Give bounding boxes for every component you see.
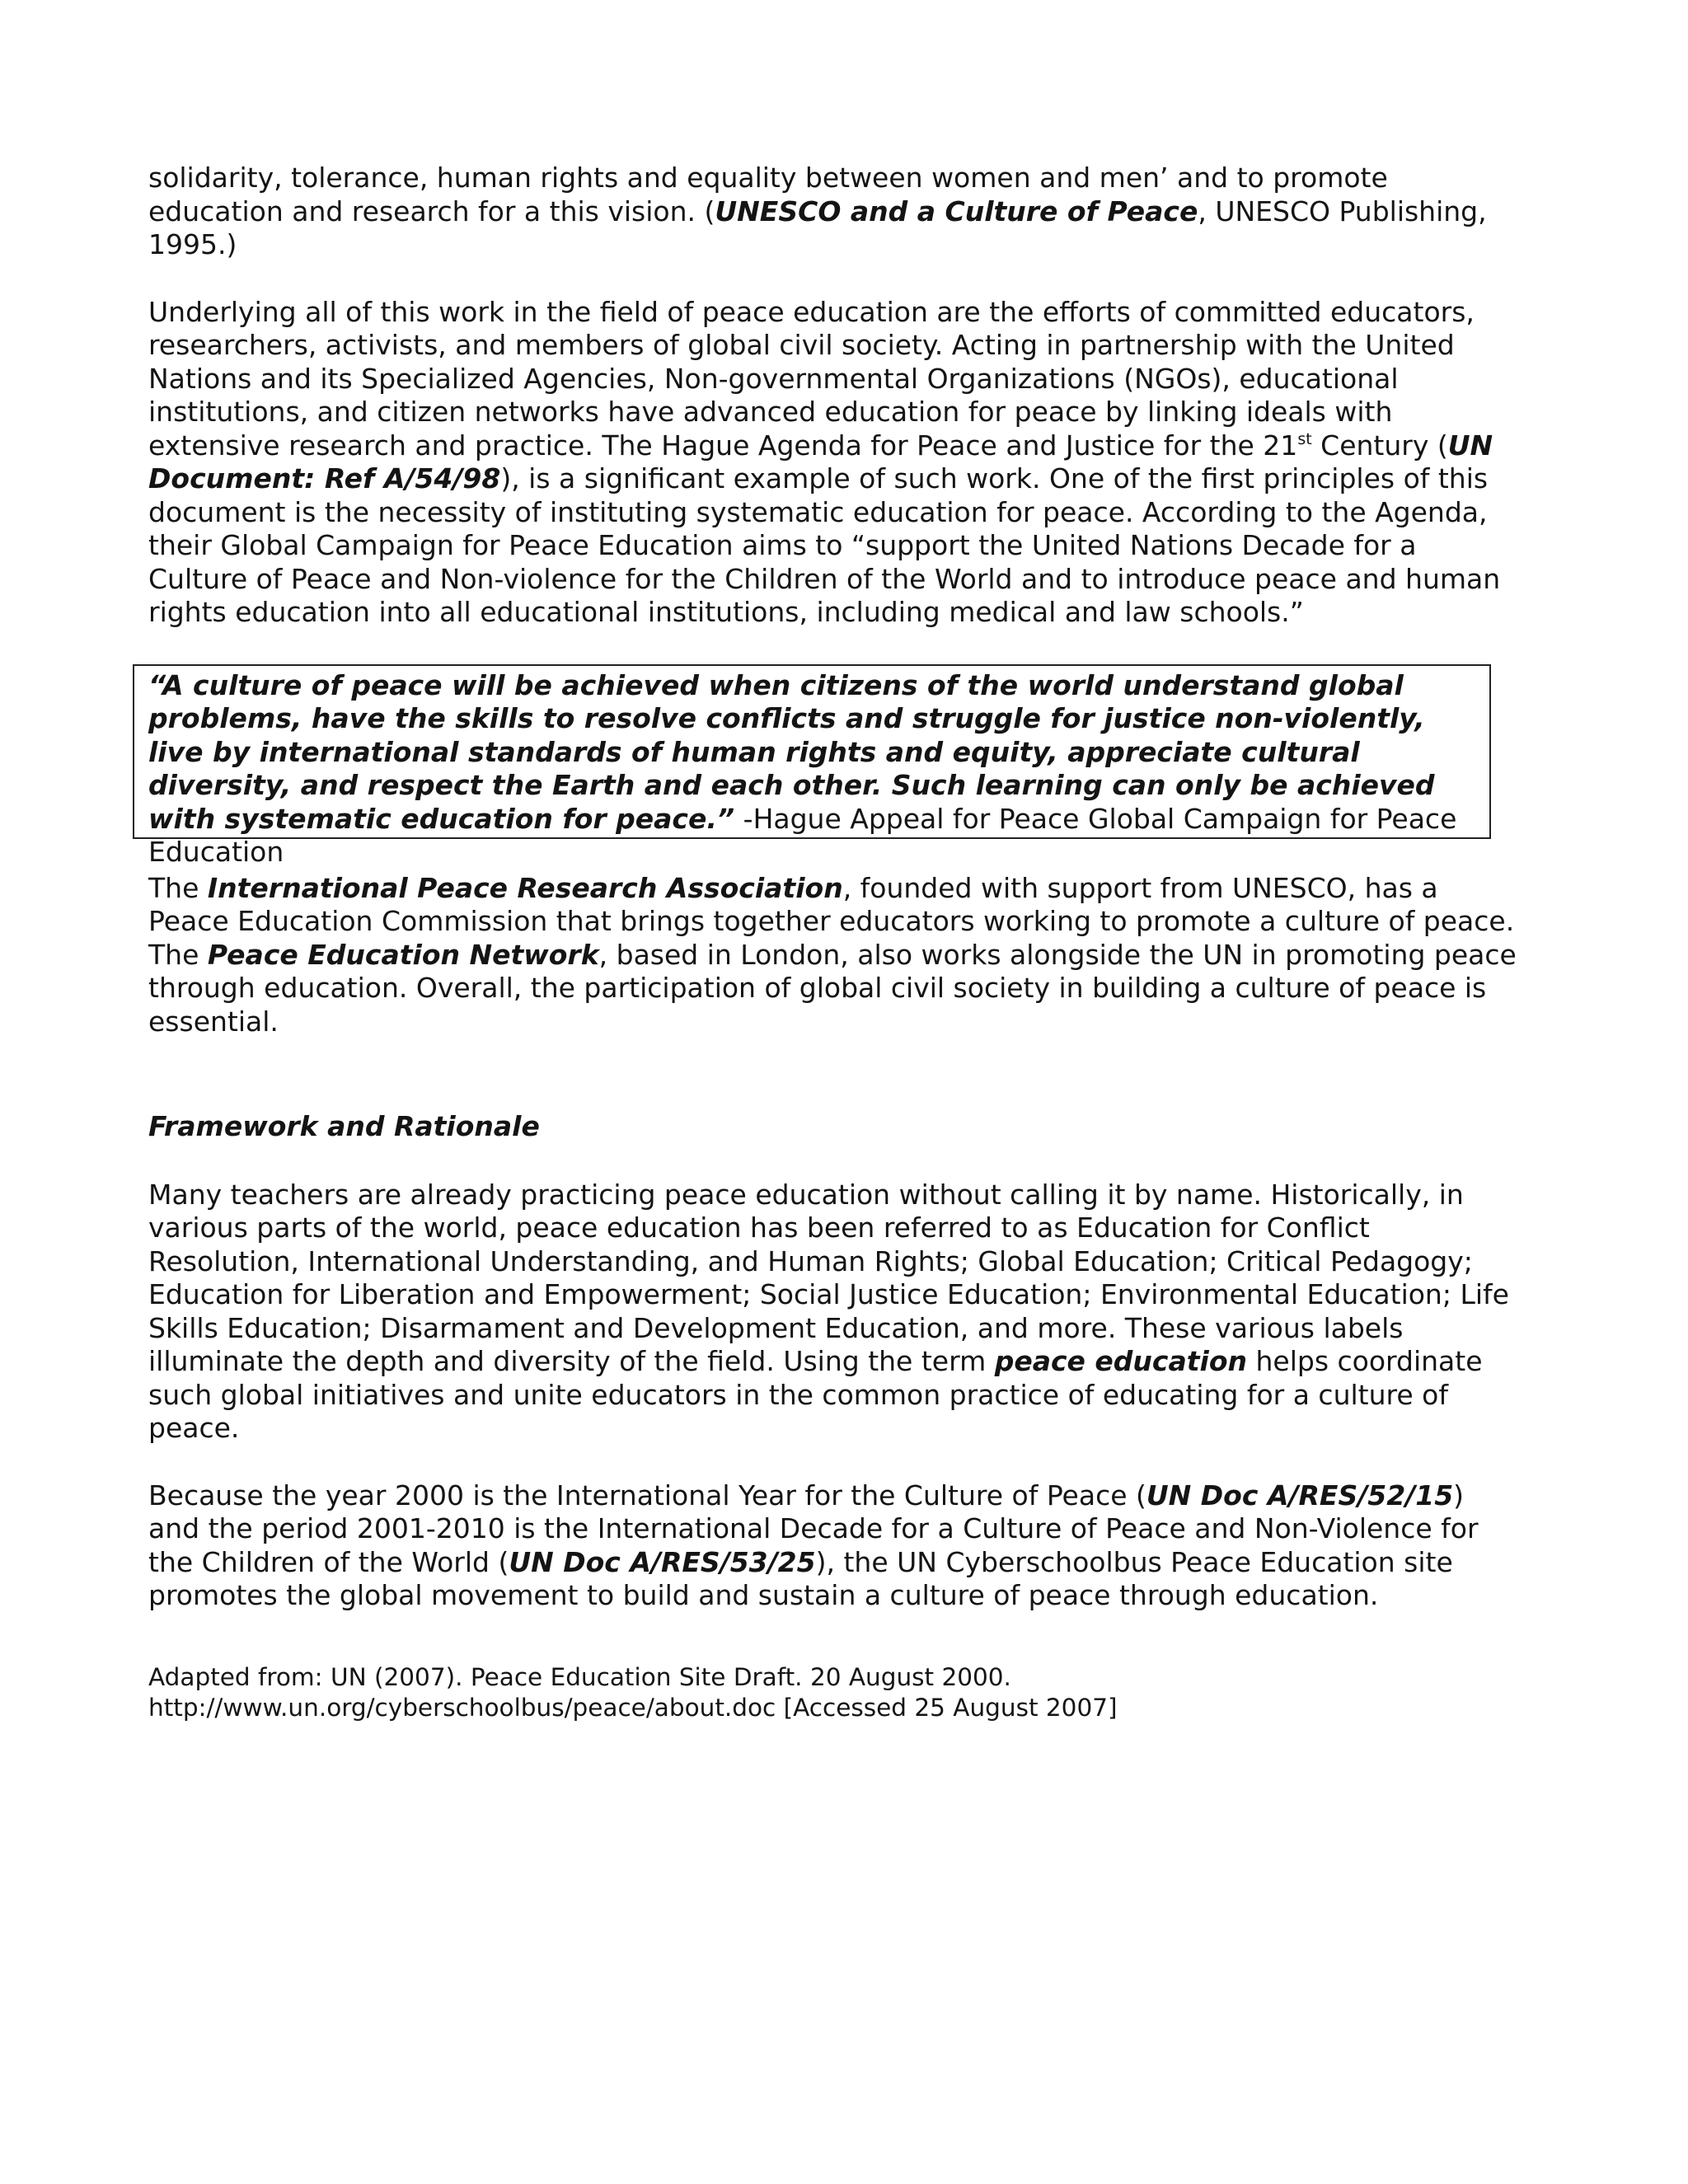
paragraph-underlying-work: [148, 296, 1517, 630]
paragraph-year-2000: [148, 1479, 1517, 1613]
text-run: The: [148, 871, 208, 904]
heading-text: Framework and Rationale: [148, 1110, 540, 1142]
text-run: Underlying all of this work in the field of peace education are the efforts of committed educators, researchers, activists, and members of global civil society. Acting in partnership with the United Nations and its Specialized Agencies, Non-governmental Organizations (NGOs), educational institutions, and citizen networks have advanced education for peace by linking ideals with extensive research and practice. The Hague Agenda for Peace and Justice for the 21: [148, 295, 1475, 462]
citation-un-doc-52-15: UN Doc A/RES/52/15: [1146, 1479, 1454, 1511]
reference: [148, 1662, 1517, 1723]
quote-text: “A culture of peace will be achieved when citizens of the world understand global problems, have the skills to resolve conflicts and struggle for justice non-violently, live by international standards of human rights and equity, appreciate cultural diversity, and respect the Earth and each other. Such learning can only be achieved with systematic education for peace.”: [148, 668, 1435, 835]
text-run: solidarity, tolerance, human rights and equality between women and men’ and to promote education and research for a this vision. (: [148, 162, 1388, 227]
text-run: ) and the period 2001-2010 is the International Decade for a Culture of Peace and Non-Violence for the Children of the World (: [148, 1479, 1479, 1578]
text-run: Many teachers are already practicing peace education without calling it by name. Historically, in various parts of the world, peace education has been referred to as Education for Conflict Resolution, International Understanding, and Human Rights; Global Education; Critical Pedagogy; Education for Liberation and Empowerment; Social Justice Education; Environmental Education; Life Skills Education; Disarmament and Development Education, and more. These various labels illuminate the depth and diversity of the field. Using the term: [148, 1178, 1509, 1377]
section-heading: [148, 1110, 1517, 1144]
reference-line-2: http://www.un.org/cyberschoolbus/peace/about.doc [Accessed 25 August 2007]: [148, 1693, 1118, 1722]
citation-un-document: UN Document: Ref A/54/98: [148, 429, 1493, 494]
quote-box: [133, 664, 1491, 868]
text-run: , based in London, also works alongside the UN in promoting peace through education. Overall, the participation of global civil society in building a culture of peace is essential.: [148, 938, 1517, 1038]
term-peace-education: peace education: [994, 1345, 1247, 1377]
quote-paragraph: [148, 669, 1476, 869]
document-page: [148, 162, 1517, 1723]
quote-attribution: -Hague Appeal for Peace Global Campaign for Peace Education: [148, 802, 1457, 868]
text-run: helps coordinate such global initiatives and unite educators in the common practice of educating for a culture of peace.: [148, 1345, 1483, 1444]
reference-line-1: Adapted from: UN (2007). Peace Education Site Draft. 20 August 2000.: [148, 1662, 1011, 1691]
superscript: st: [1297, 429, 1312, 448]
text-run: ), the UN Cyberschoolbus Peace Education site promotes the global movement to build and sustain a culture of peace through education.: [148, 1545, 1453, 1611]
text-run: , founded with support from UNESCO, has a Peace Education Commission that brings together educators working to promote a culture of peace. The: [148, 871, 1515, 971]
org-name-ipra: International Peace Research Association: [207, 871, 843, 904]
paragraph-many-teachers: [148, 1179, 1517, 1446]
citation-title: UNESCO and a Culture of Peace: [715, 194, 1198, 227]
text-run: Because the year 2000 is the International Year for the Culture of Peace (: [148, 1479, 1146, 1511]
paragraph-unesco-vision: [148, 162, 1517, 262]
text-run: , UNESCO Publishing, 1995.): [148, 194, 1487, 260]
paragraph-research-association: [148, 872, 1517, 1039]
citation-un-doc-53-25: UN Doc A/RES/53/25: [509, 1545, 816, 1578]
text-run: Century (: [1311, 429, 1448, 462]
text-run: ), is a significant example of such work. One of the first principles of this document is the necessity of instituting systematic education for peace. According to the Agenda, their Global Campaign for Peace Education aims to “support the United Nations Decade for a Culture of Peace and Non-violence for the Children of the World and to introduce peace and human rights education into all educational institutions, including medical and law schools.”: [148, 462, 1501, 628]
org-name-pen: Peace Education Network: [207, 938, 599, 971]
